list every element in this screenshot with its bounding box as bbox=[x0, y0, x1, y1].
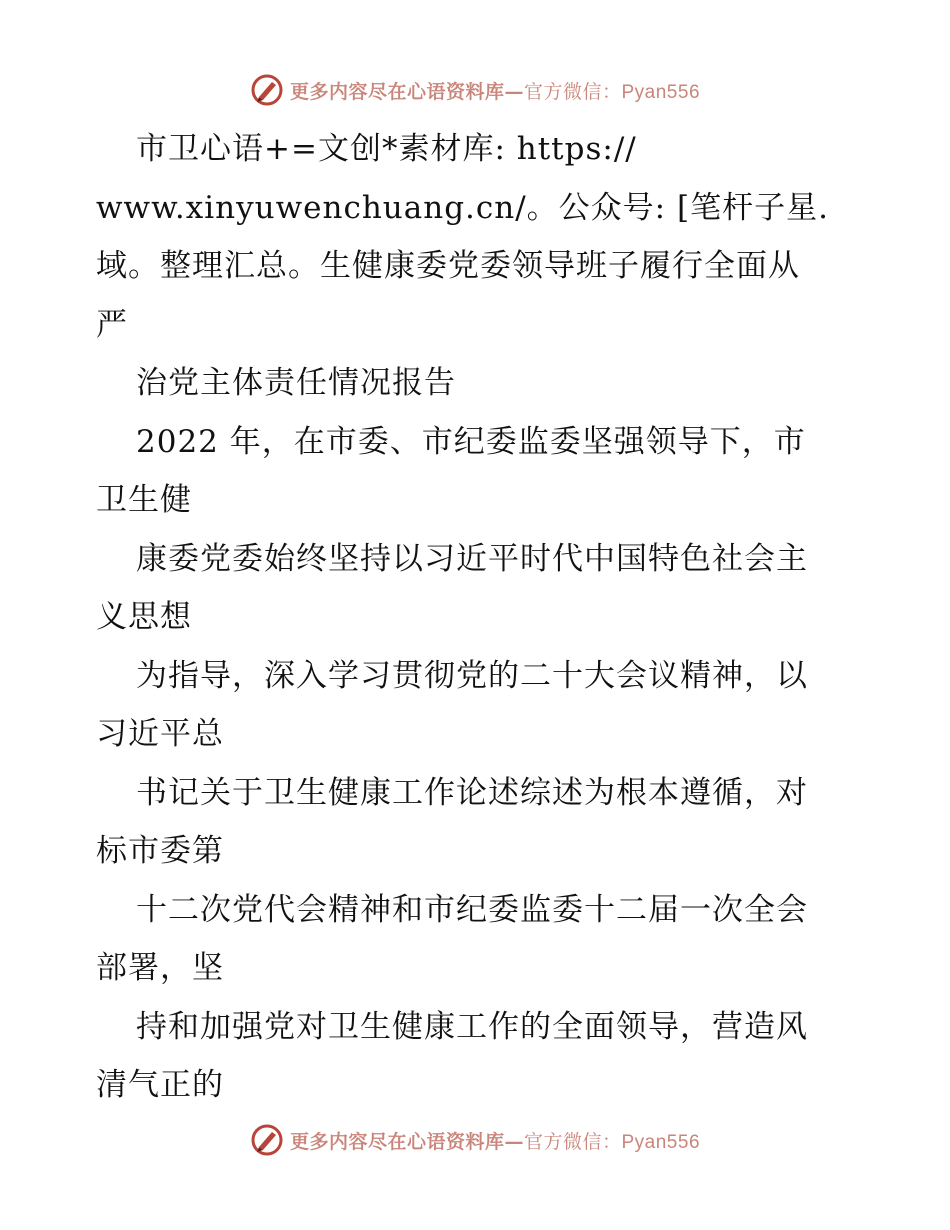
footer-banner bbox=[0, 1120, 950, 1160]
text-line: 书记关于卫生健康工作论述综述为根本遵循，对 bbox=[136, 774, 808, 811]
header-banner bbox=[0, 70, 950, 110]
document-body bbox=[96, 120, 856, 1115]
text-line: 习近平总 bbox=[96, 716, 224, 752]
banner-label: 更多内容尽在心语资料库—官方微信：Pyan556 bbox=[289, 1130, 701, 1153]
pen-seal-logo-icon bbox=[250, 73, 284, 107]
text-line: 治党主体责任情况报告 bbox=[136, 365, 456, 401]
text-line: 标市委第 bbox=[96, 833, 224, 869]
text-line: 部署，坚 bbox=[96, 950, 224, 986]
banner-label: 更多内容尽在心语资料库—官方微信：Pyan556 bbox=[289, 80, 701, 103]
text-line: 2022 年，在市委、市纪委监委坚强领导下，市 bbox=[136, 423, 806, 460]
text-line: 十二次党代会精神和市纪委监委十二届一次全会 bbox=[136, 891, 808, 928]
pen-seal-logo-icon bbox=[250, 1123, 284, 1157]
text-line: 卫生健 bbox=[96, 482, 192, 518]
text-line: 持和加强党对卫生健康工作的全面领导，营造风 bbox=[136, 1008, 808, 1045]
text-line: 市卫心语+=文创*素材库: https:// bbox=[136, 131, 637, 167]
text-line: 严 bbox=[96, 306, 128, 343]
text-line: 域。整理汇总。生健康委党委领导班子履行全面从 bbox=[96, 248, 800, 284]
text-line: 康委党委始终坚持以习近平时代中国特色社会主 bbox=[136, 540, 808, 577]
text-line: www.xinyuwenchuang.cn/。公众号: [笔杆子星. bbox=[96, 189, 829, 226]
text-line: 义思想 bbox=[96, 599, 192, 635]
text-line: 为指导，深入学习贯彻党的二十大会议精神，以 bbox=[136, 657, 808, 694]
text-line: 清气正的 bbox=[96, 1067, 224, 1103]
